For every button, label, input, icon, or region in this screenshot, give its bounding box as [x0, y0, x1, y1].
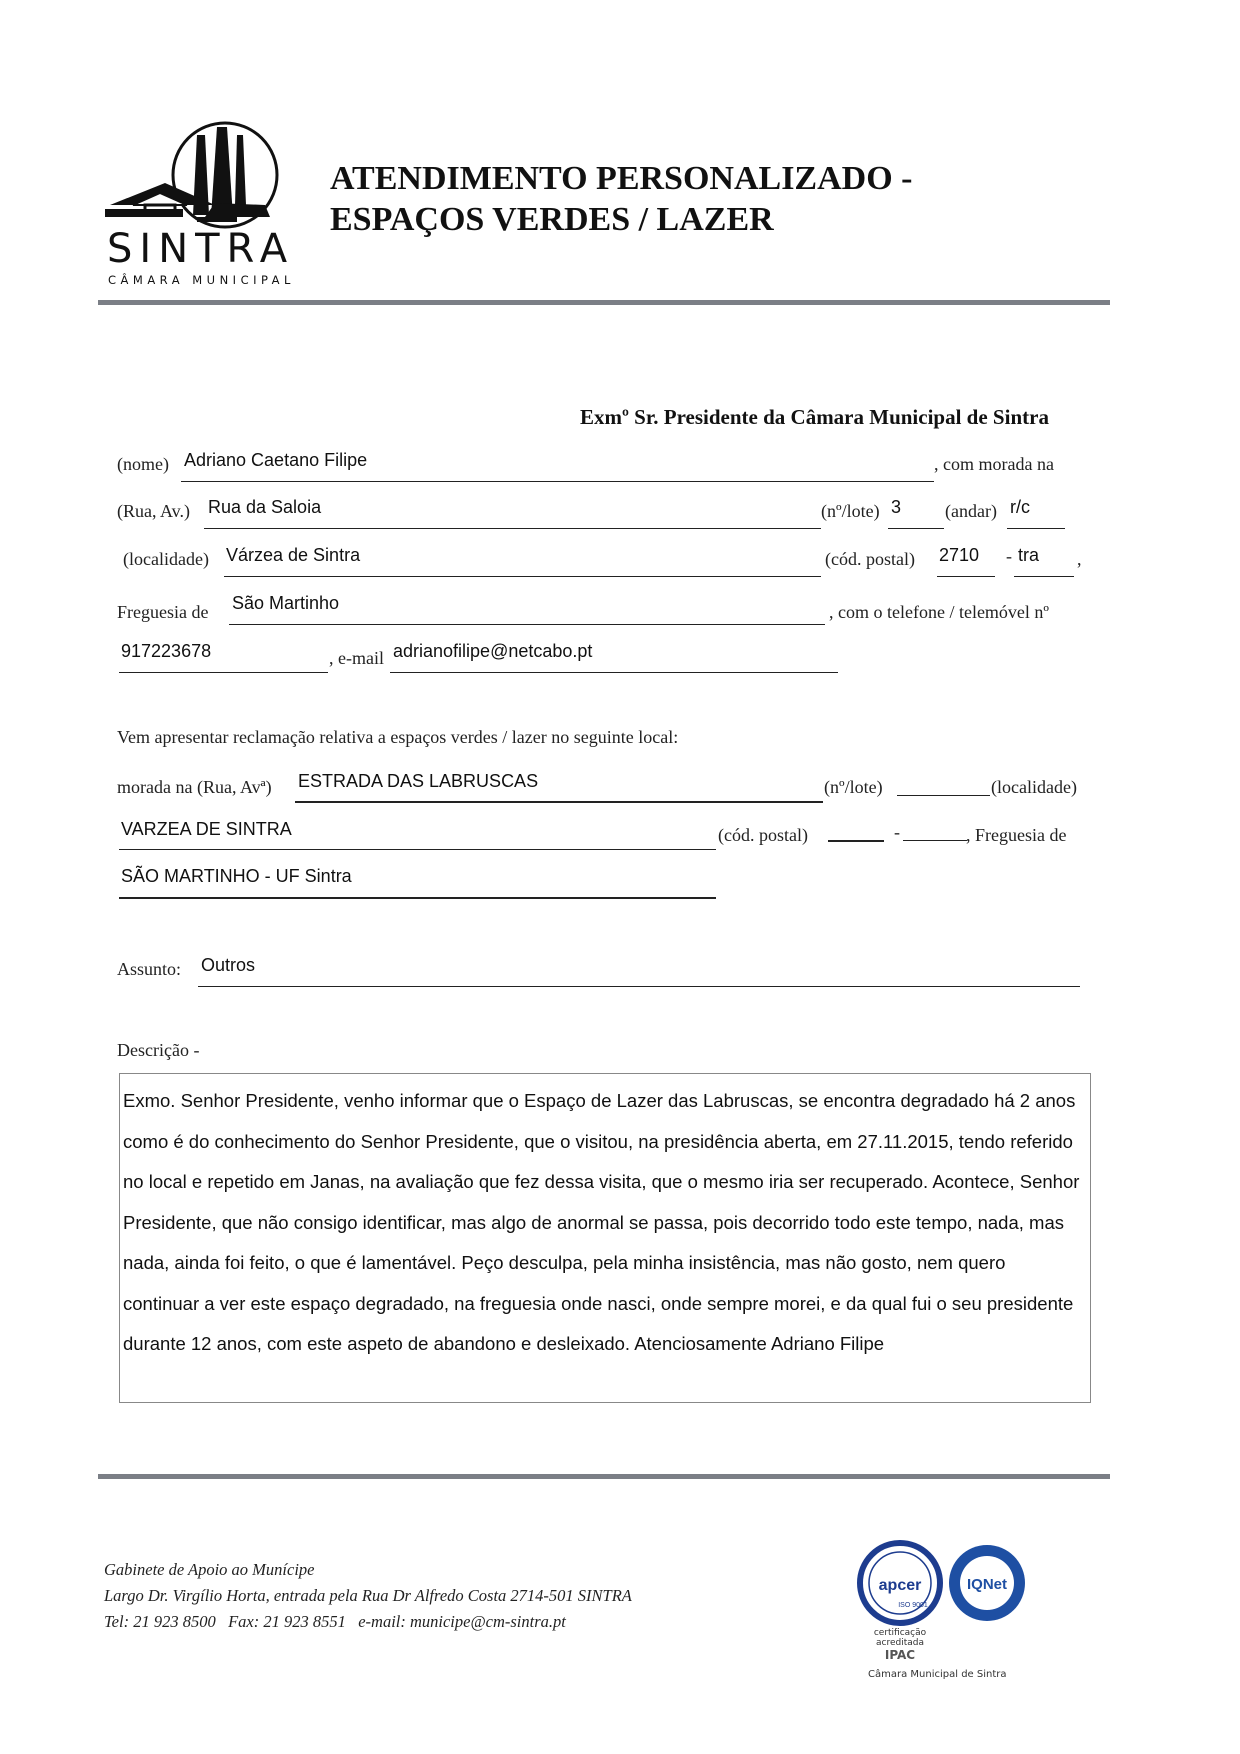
- street-value: Rua da Saloia: [208, 497, 322, 517]
- phone-underline: [119, 672, 328, 673]
- complaint-intro: Vem apresentar reclamação relativa a espaços verdes / lazer no seguinte local:: [117, 727, 679, 747]
- description-label: Descrição -: [117, 1040, 200, 1060]
- complaint-address-value: ESTRADA DAS LABRUSCAS: [298, 771, 539, 791]
- postal-code-value: 2710: [939, 545, 980, 565]
- locality-underline: [224, 576, 821, 577]
- name-underline: [181, 481, 934, 482]
- complaint-address-underline: [295, 801, 823, 803]
- complaint-number-underline: [897, 795, 990, 796]
- parish-underline: [229, 624, 825, 625]
- email-underline: [390, 672, 838, 673]
- postal-suffix-underline: [1014, 576, 1074, 577]
- street-label: (Rua, Av.): [117, 501, 190, 521]
- phone-label: , com o telefone / telemóvel nº: [829, 602, 1050, 622]
- subject-value: Outros: [201, 955, 256, 975]
- postal-suffix-value: tra: [1018, 545, 1040, 565]
- email-label: , e-mail: [329, 648, 384, 668]
- complaint-parish-value: SÃO MARTINHO - UF Sintra: [121, 866, 352, 886]
- complaint-locality-label: (localidade): [991, 777, 1077, 797]
- title-line-1: ATENDIMENTO PERSONALIZADO -: [330, 160, 913, 197]
- footer-divider: [98, 1474, 1110, 1479]
- email-value: adrianofilipe@netcabo.pt: [393, 641, 593, 661]
- residence-label: , com morada na: [934, 454, 1054, 474]
- street-underline: [204, 528, 821, 529]
- complaint-locality-underline: [119, 849, 716, 850]
- complaint-parish-label: , Freguesia de: [966, 825, 1067, 845]
- parish-value: São Martinho: [232, 593, 340, 613]
- complaint-postal-underline-1: [828, 840, 884, 842]
- floor-underline: [1007, 528, 1065, 529]
- postal-code-underline: [937, 576, 995, 577]
- logo-subtitle: CÂMARA MUNICIPAL: [108, 273, 295, 287]
- ipac-line-1: certificação: [873, 1628, 927, 1638]
- complaint-parish-underline: [119, 897, 716, 899]
- subject-label: Assunto:: [117, 959, 182, 979]
- complaint-locality-value: VARZEA DE SINTRA: [121, 819, 292, 839]
- postal-label: (cód. postal): [825, 549, 915, 569]
- footer-contacts: [104, 1557, 632, 1635]
- document-title: [330, 158, 912, 240]
- postal-dash: -: [1006, 546, 1012, 566]
- footer-phones: Tel: 21 923 8500 Fax: 21 923 8551 e-mail: municipe@cm-sintra.pt: [104, 1612, 566, 1631]
- certification-seals: [855, 1535, 1030, 1685]
- complaint-number-label: (nº/lote): [824, 777, 883, 797]
- locality-label: (localidade): [123, 549, 209, 569]
- complaint-address-label: morada na (Rua, Avª): [117, 777, 272, 797]
- footer-office: Gabinete de Apoio ao Munícipe: [104, 1560, 315, 1579]
- logo-wordmark: SINTRA: [107, 226, 295, 272]
- parish-label: Freguesia de: [117, 602, 209, 622]
- iso-text: ISO 9001: [898, 1602, 928, 1609]
- footer-address: Largo Dr. Virgílio Horta, entrada pela Rua Dr Alfredo Costa 2714-501 SINTRA: [104, 1586, 632, 1605]
- apcer-text: apcer: [878, 1577, 922, 1594]
- floor-value: r/c: [1010, 497, 1030, 517]
- name-value: Adriano Caetano Filipe: [184, 450, 368, 470]
- header-divider: [98, 300, 1110, 305]
- description-text: Exmo. Senhor Presidente, venho informar que o Espaço de Lazer das Labruscas, se encontra degradado há 2 anos como é do conhecimento do Senhor Presidente, que o visitou, na presidência aberta, em 27.11.2015, tendo referido no local e repetido em Janas, na avaliação que fez dessa visita, que o mesmo iria ser recuperado. Acontece, Senhor Presidente, que não consigo identificar, mas algo de anormal se passa, pois decorrido todo este tempo, nada, mas nada, ainda foi feito, o que é lamentável. Peço desculpa, pela minha insistência, mas não gosto, nem quero continuar a ver este espaço degradado, na freguesia onde nasci, onde sempre morei, e da qual fui o seu presidente durante 12 anos, com este aspeto de abandono e desleixado. Atenciosamente Adriano Filipe: [123, 1090, 1080, 1354]
- addressee: Exmº Sr. Presidente da Câmara Municipal de Sintra: [580, 405, 1049, 429]
- title-line-2: ESPAÇOS VERDES / LAZER: [330, 201, 774, 238]
- number-underline: [888, 528, 944, 529]
- number-value: 3: [891, 497, 902, 517]
- locality-value: Várzea de Sintra: [226, 545, 361, 565]
- iqnet-text: IQNet: [966, 1576, 1008, 1593]
- ipac-line-2: acreditada: [876, 1638, 924, 1648]
- subject-underline: [198, 986, 1080, 987]
- ipac-text: IPAC: [884, 1648, 916, 1662]
- postal-comma: ,: [1077, 549, 1082, 569]
- ipac-mark-icon: [874, 1628, 927, 1662]
- floor-label: (andar): [945, 501, 997, 521]
- iqnet-seal-icon: [949, 1545, 1025, 1621]
- complaint-postal-underline-2: [903, 840, 967, 841]
- cert-caption: Câmara Municipal de Sintra: [868, 1669, 1007, 1680]
- phone-value: 917223678: [121, 641, 212, 661]
- number-label: (nº/lote): [821, 501, 880, 521]
- name-label: (nome): [117, 454, 169, 474]
- complaint-postal-label: (cód. postal): [718, 825, 808, 845]
- apcer-seal-icon: [860, 1543, 940, 1623]
- complaint-postal-dash: -: [894, 822, 900, 842]
